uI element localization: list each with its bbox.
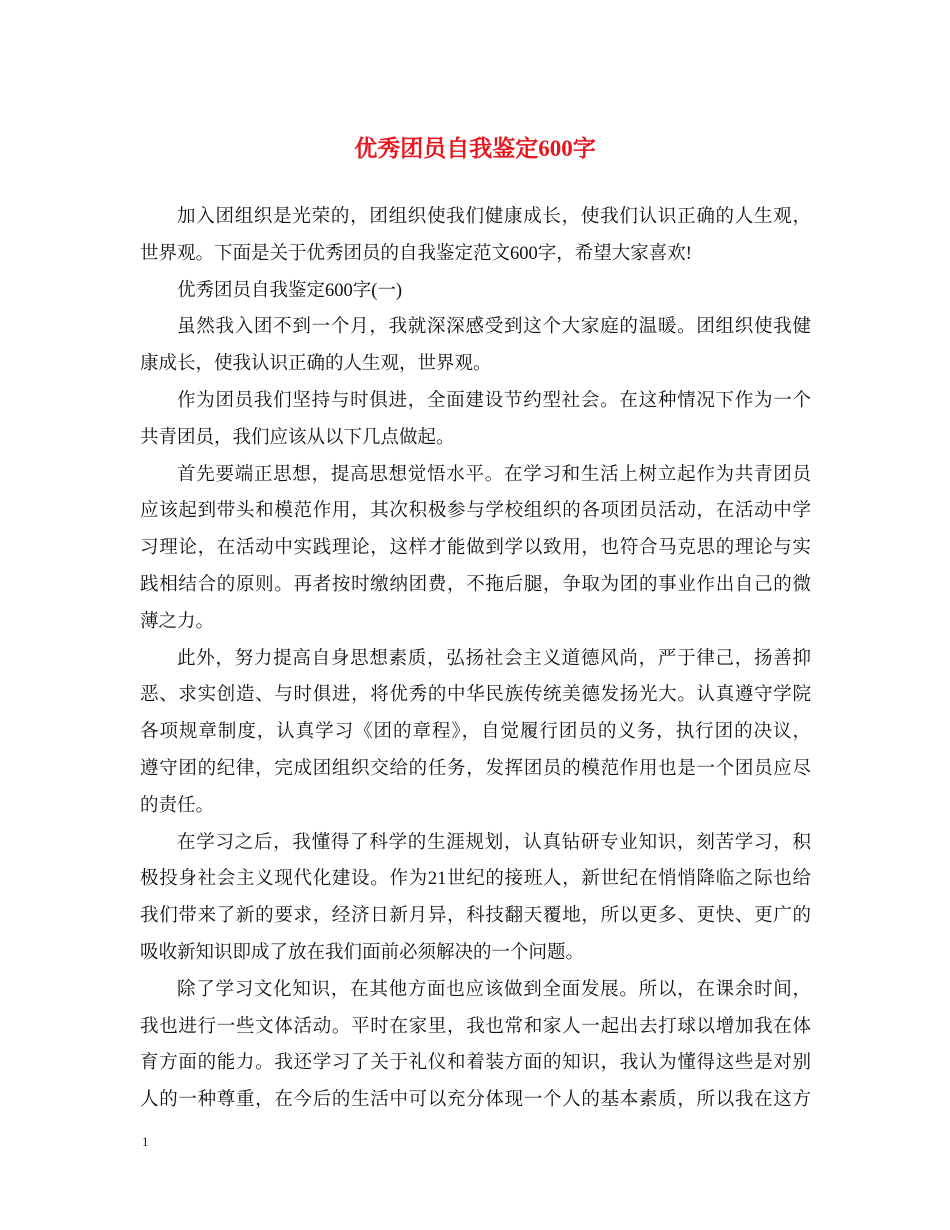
page-number: 1 [142,1134,149,1149]
text-line: 虽然我入团不到一个月，我就深深感受到这个大家庭的温暖。团组织使我健 [177,317,811,338]
text-line: 康成长，使我认识正确的人生观，世界观。 [140,354,492,375]
document-body [140,199,811,1119]
text-line: 应该起到带头和模范作用，其次积极参与学校组织的各项团员活动，在活动中学 [140,501,811,522]
text-line: 共青团员，我们应该从以下几点做起。 [140,427,455,448]
text-line: 的责任。 [140,795,215,816]
text-line: 我们带来了新的要求，经济日新月异，科技翻天覆地，所以更多、更快、更广的 [140,906,811,927]
text-line: 首先要端正思想，提高思想觉悟水平。在学习和生活上树立起作为共青团员 [177,464,811,485]
document-title: 优秀团员自我鉴定600字 [354,136,596,161]
text-line: 育方面的能力。我还学习了关于礼仪和着装方面的知识，我认为懂得这些是对别 [140,1053,811,1074]
text-line: 世界观。下面是关于优秀团员的自我鉴定范文600字，希望大家喜欢! [140,243,692,264]
text-line: 极投身社会主义现代化建设。作为21世纪的接班人，新世纪在悄悄降临之际也给 [140,869,811,890]
text-line: 加入团组织是光荣的，团组织使我们健康成长，使我们认识正确的人生观， [177,207,811,227]
text-line: 优秀团员自我鉴定600字(一) [177,280,403,301]
text-line: 我也进行一些文体活动。平时在家里，我也常和家人一起出去打球以增加我在体 [140,1016,811,1037]
text-line: 吸收新知识即成了放在我们面前必须解决的一个问题。 [140,942,585,963]
text-line: 除了学习文化知识，在其他方面也应该做到全面发展。所以，在课余时间， [177,979,811,1000]
text-line: 遵守团的纪律，完成团组织交给的任务，发挥团员的模范作用也是一个团员应尽 [140,758,811,779]
text-line: 作为团员我们坚持与时俱进，全面建设节约型社会。在这种情况下作为一个 [177,390,811,411]
text-line: 人的一种尊重，在今后的生活中可以充分体现一个人的基本素质，所以我在这方 [140,1090,811,1111]
text-line: 习理论，在活动中实践理论，这样才能做到学以致用，也符合马克思的理论与实 [140,538,811,559]
text-line: 薄之力。 [140,611,215,632]
text-line: 在学习之后，我懂得了科学的生涯规划，认真钻研专业知识，刻苦学习，积 [177,832,811,853]
text-line: 践相结合的原则。再者按时缴纳团费，不拖后腿，争取为团的事业作出自己的微 [140,574,811,595]
text-line: 恶、求实创造、与时俱进，将优秀的中华民族传统美德发扬光大。认真遵守学院 [140,685,811,706]
text-line: 各项规章制度，认真学习《团的章程》，自觉履行团员的义务，执行团的决议， [140,722,811,743]
text-line: 此外，努力提高自身思想素质，弘扬社会主义道德风尚，严于律己，扬善抑 [177,648,811,669]
